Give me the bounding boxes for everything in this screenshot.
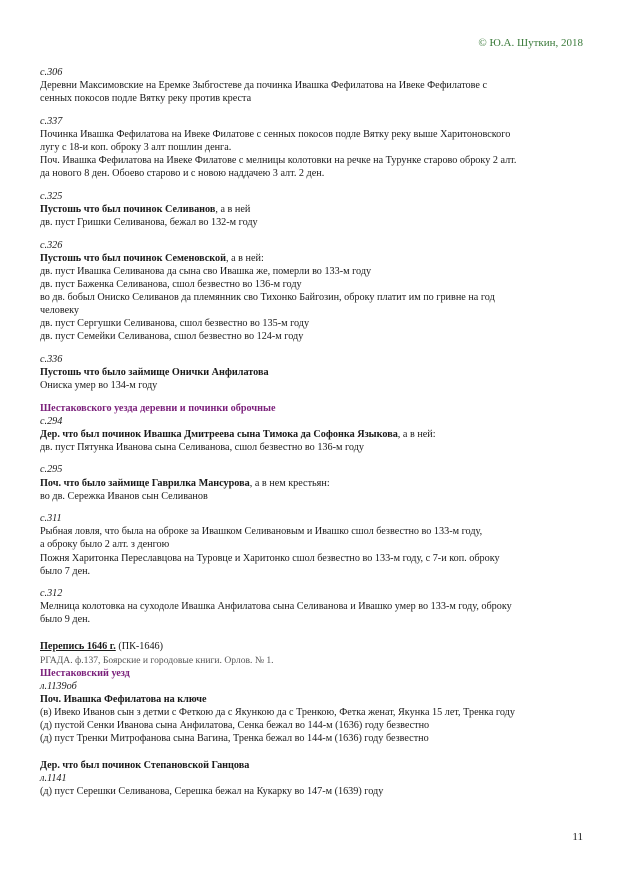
text-line: а оброку было 2 алт. з денгою bbox=[40, 539, 170, 551]
census-section-heading: Шестаковский уезд bbox=[40, 667, 130, 679]
census-entry-1139 bbox=[40, 680, 592, 745]
page-reference: с.325 bbox=[40, 190, 63, 202]
entry-heading bbox=[40, 428, 592, 441]
text-line: лугу с 18-и коп. оброку 3 алт пошлин денга. bbox=[40, 141, 232, 153]
text-line: Пожня Харитонка Переславцова на Туровце и Харитонко сшол безвестно во 133-м году, с 7-и коп. оброку bbox=[40, 552, 500, 564]
text-line: Рыбная ловля, что была на оброке за Ивашком Селивановым и Ивашко сшол безвестно во 133-м году, bbox=[40, 526, 483, 538]
entry-c295 bbox=[40, 463, 592, 502]
entry-c312 bbox=[40, 587, 592, 626]
text-line: дв. пуст Семейки Селиванова, сшол безвестно во 124-м году bbox=[40, 331, 304, 343]
text-line: Ониска умер во 134-м году bbox=[40, 379, 158, 391]
census-title: Перепись 1646 г. bbox=[40, 641, 116, 653]
page-reference: с.312 bbox=[40, 588, 63, 600]
entry-heading-bold: Дер. что был починок Ивашка Дмитреева сына Тимока да Софонка Языкова bbox=[40, 428, 398, 440]
document-body bbox=[40, 66, 592, 808]
text-line: дв. пуст Пятунка Иванова сына Селиванова, сшол безвестно во 136-м году bbox=[40, 441, 364, 453]
text-line: сенных покосов подле Вятку реку против креста bbox=[40, 93, 252, 105]
entry-heading-rest: , а в ней: bbox=[226, 252, 264, 264]
text-line: (д) пустой Сенки Иванова сына Анфилатова, Сенка бежал во 144-м (1636) году безвестно bbox=[40, 720, 430, 732]
text-line: дв. пуст Ивашка Селиванова да сына сво Ивашка же, померли во 133-м году bbox=[40, 265, 372, 277]
page-reference: с.326 bbox=[40, 239, 63, 251]
page-reference: с.306 bbox=[40, 67, 63, 78]
entry-heading-bold: Пустошь что был починок Селиванов bbox=[40, 203, 216, 215]
entry-c326 bbox=[40, 239, 592, 344]
entry-heading-bold: Поч. Ивашка Фефилатова на ключе bbox=[40, 693, 207, 705]
page-reference: с.295 bbox=[40, 464, 63, 476]
page-reference: с.336 bbox=[40, 353, 63, 365]
entry-heading bbox=[40, 203, 592, 216]
section-heading: Шестаковского уезда деревни и починки оброчные bbox=[40, 402, 276, 414]
sheet-reference: л.1141 bbox=[40, 773, 67, 785]
entry-heading bbox=[40, 252, 592, 265]
entry-heading-bold: Поч. что было займище Гаврилка Мансурова bbox=[40, 477, 250, 489]
text-line: Поч. Ивашка Фефилатова на Ивеке Филатове с мелницы колотовки на речке на Турунке старово оброку 2 алт. bbox=[40, 155, 517, 167]
census-entry-1141 bbox=[40, 759, 592, 798]
entry-heading-rest: , а в ней: bbox=[397, 428, 436, 440]
entry-c325 bbox=[40, 190, 592, 229]
text-line: дв. пуст Гришки Селиванова, бежал во 132-м году bbox=[40, 216, 258, 228]
text-line: Починка Ивашка Фефилатова на Ивеке Филатове с сенных покосов подле Вятку реку выше Харитоновского bbox=[40, 128, 511, 140]
text-line: (в) Ивеко Иванов сын з детми с Феткою да с Якункою да с Тренкою, Фетка женат, Якунка 15 лет, Тренка году bbox=[40, 706, 515, 718]
entry-heading-bold: Дер. что был починок Степановской Ганцова bbox=[40, 760, 250, 772]
text-line: во дв. Сережка Иванов сын Селиванов bbox=[40, 490, 208, 502]
entry-c306 bbox=[40, 66, 592, 105]
census-source: РГАДА. ф.137, Боярские и городовые книги. Орлов. № 1. bbox=[40, 654, 274, 666]
text-line: дв. пуст Сергушки Селиванова, сшол безвестно во 135-м году bbox=[40, 318, 310, 330]
page-reference: с.337 bbox=[40, 115, 63, 127]
text-line: во дв. бобыл Ониско Селиванов да племянник сво Тихонко Байгозин, оброку платит им по гривне на год bbox=[40, 291, 495, 303]
entry-c311 bbox=[40, 512, 592, 577]
text-line: Деревни Максимовские на Еремке Зыбгостеве да починка Ивашка Фефилатова на Ивеке Фефилатове с bbox=[40, 80, 487, 92]
text-line: да нового 8 ден. Обоево старово и с новою наддачею 3 алт. 2 ден. bbox=[40, 168, 325, 180]
entry-heading bbox=[40, 477, 592, 490]
text-line: было 9 ден. bbox=[40, 614, 91, 626]
entry-c337 bbox=[40, 115, 592, 180]
entry-heading-rest: , а в нем крестьян: bbox=[249, 477, 330, 489]
entry-c294 bbox=[40, 402, 592, 454]
entry-heading bbox=[40, 366, 592, 379]
text-line: было 7 ден. bbox=[40, 565, 91, 577]
page-reference: с.311 bbox=[40, 513, 62, 525]
entry-heading-bold: Пустошь что был починок Семеновской bbox=[40, 252, 227, 264]
text-line: Мелница колотовка на суходоле Ивашка Анфилатова сына Селиванова и Ивашко умер во 133-м году, оброку bbox=[40, 601, 512, 613]
page-number: 11 bbox=[572, 831, 583, 843]
entry-heading-rest: , а в ней bbox=[215, 203, 251, 215]
page-reference: с.294 bbox=[40, 415, 63, 427]
text-line: (д) пуст Серешки Селиванова, Серешка бежал на Кукарку во 147-м (1639) году bbox=[40, 786, 384, 798]
copyright-notice: © Ю.А. Шуткин, 2018 bbox=[478, 37, 583, 49]
census-title-suffix: (ПК-1646) bbox=[118, 641, 164, 653]
text-line: дв. пуст Баженка Селиванова, сшол безвестно во 136-м году bbox=[40, 278, 302, 290]
text-line: человеку bbox=[40, 305, 79, 316]
sheet-reference: л.1139об bbox=[40, 680, 77, 692]
text-line: (д) пуст Тренки Митрофанова сына Вагина, Тренка бежал во 144-м (1636) году безвестно bbox=[40, 733, 429, 745]
entry-c336 bbox=[40, 353, 592, 392]
entry-heading-bold: Пустошь что было займище Онички Анфилатова bbox=[40, 366, 269, 378]
census-heading bbox=[40, 640, 592, 653]
